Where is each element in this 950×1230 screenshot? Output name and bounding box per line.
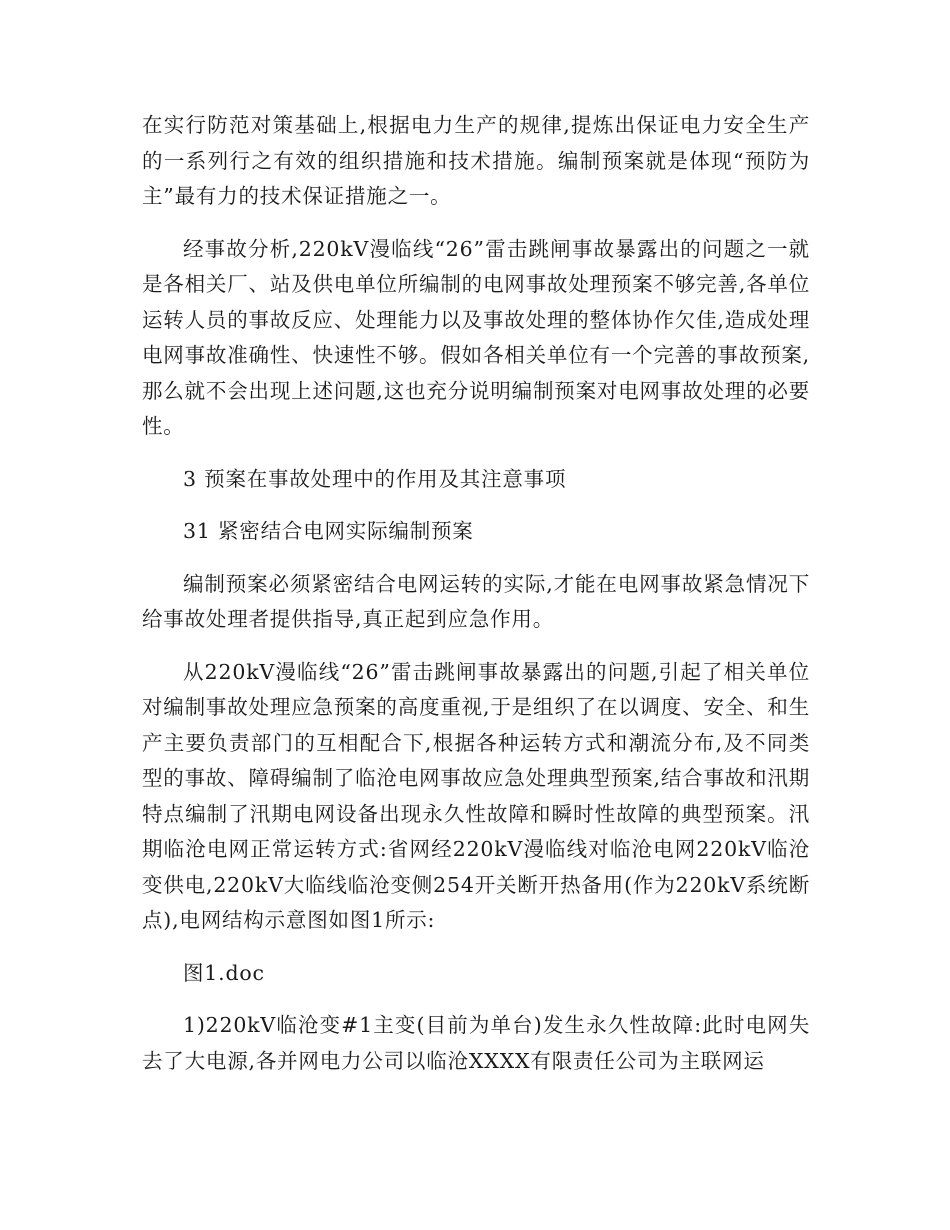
paragraph-transformer-fault: 1)220kV临沧变#1主变(目前为单台)发生永久性故障:此时电网失去了大电源,各并网电力公司以临沧XXXX有限责任公司为主联网运 xyxy=(142,1013,810,1073)
document-body xyxy=(142,108,810,1096)
paragraph-typical-plans: 从220kV漫临线“26”雷击跳闸事故暴露出的问题,引起了相关单位对编制事故处理应急预案的高度重视,于是组织了在以调度、安全、和生产主要负责部门的互相配合下,根据各种运转方式和潮流分布,及不同类型的事故、障碍编制了临沧电网事故应急处理典型预案,结合事故和汛期特点编制了汛期电网设备出现永久性故障和瞬时性故障的典型预案。汛期临沧电网正常运转方式:省网经220kV漫临线对临沧电网220kV临沧变供电,220kV大临线临沧变侧254开关断开热备用(作为220kV系统断点),电网结构示意图如图1所示: xyxy=(142,659,810,932)
paragraph-accident-analysis: 经事故分析,220kV漫临线“26”雷击跳闸事故暴露出的问题之一就是各相关厂、站及供电单位所编制的电网事故处理预案不够完善,各单位运转人员的事故反应、处理能力以及事故处理的整体协作欠佳,造成处理电网事故准确性、快速性不够。假如各相关单位有一个完善的事故预案,那么就不会出现上述问题,这也充分说明编制预案对电网事故处理的必要性。 xyxy=(142,236,810,438)
section-heading-3: 3 预案在事故处理中的作用及其注意事项 xyxy=(183,466,567,491)
paragraph-plan-requirement: 编制预案必须紧密结合电网运转的实际,才能在电网事故紧急情况下给事故处理者提供指导,真正起到应急作用。 xyxy=(142,571,810,631)
paragraph-intro-continuation: 在实行防范对策基础上,根据电力生产的规律,提炼出保证电力安全生产的一系列行之有效的组织措施和技术措施。编制预案就是体现“预防为主”最有力的技术保证措施之一。 xyxy=(142,113,810,208)
subsection-heading-31: 31 紧密结合电网实际编制预案 xyxy=(183,519,474,543)
figure-reference: 图1.doc xyxy=(183,960,265,985)
